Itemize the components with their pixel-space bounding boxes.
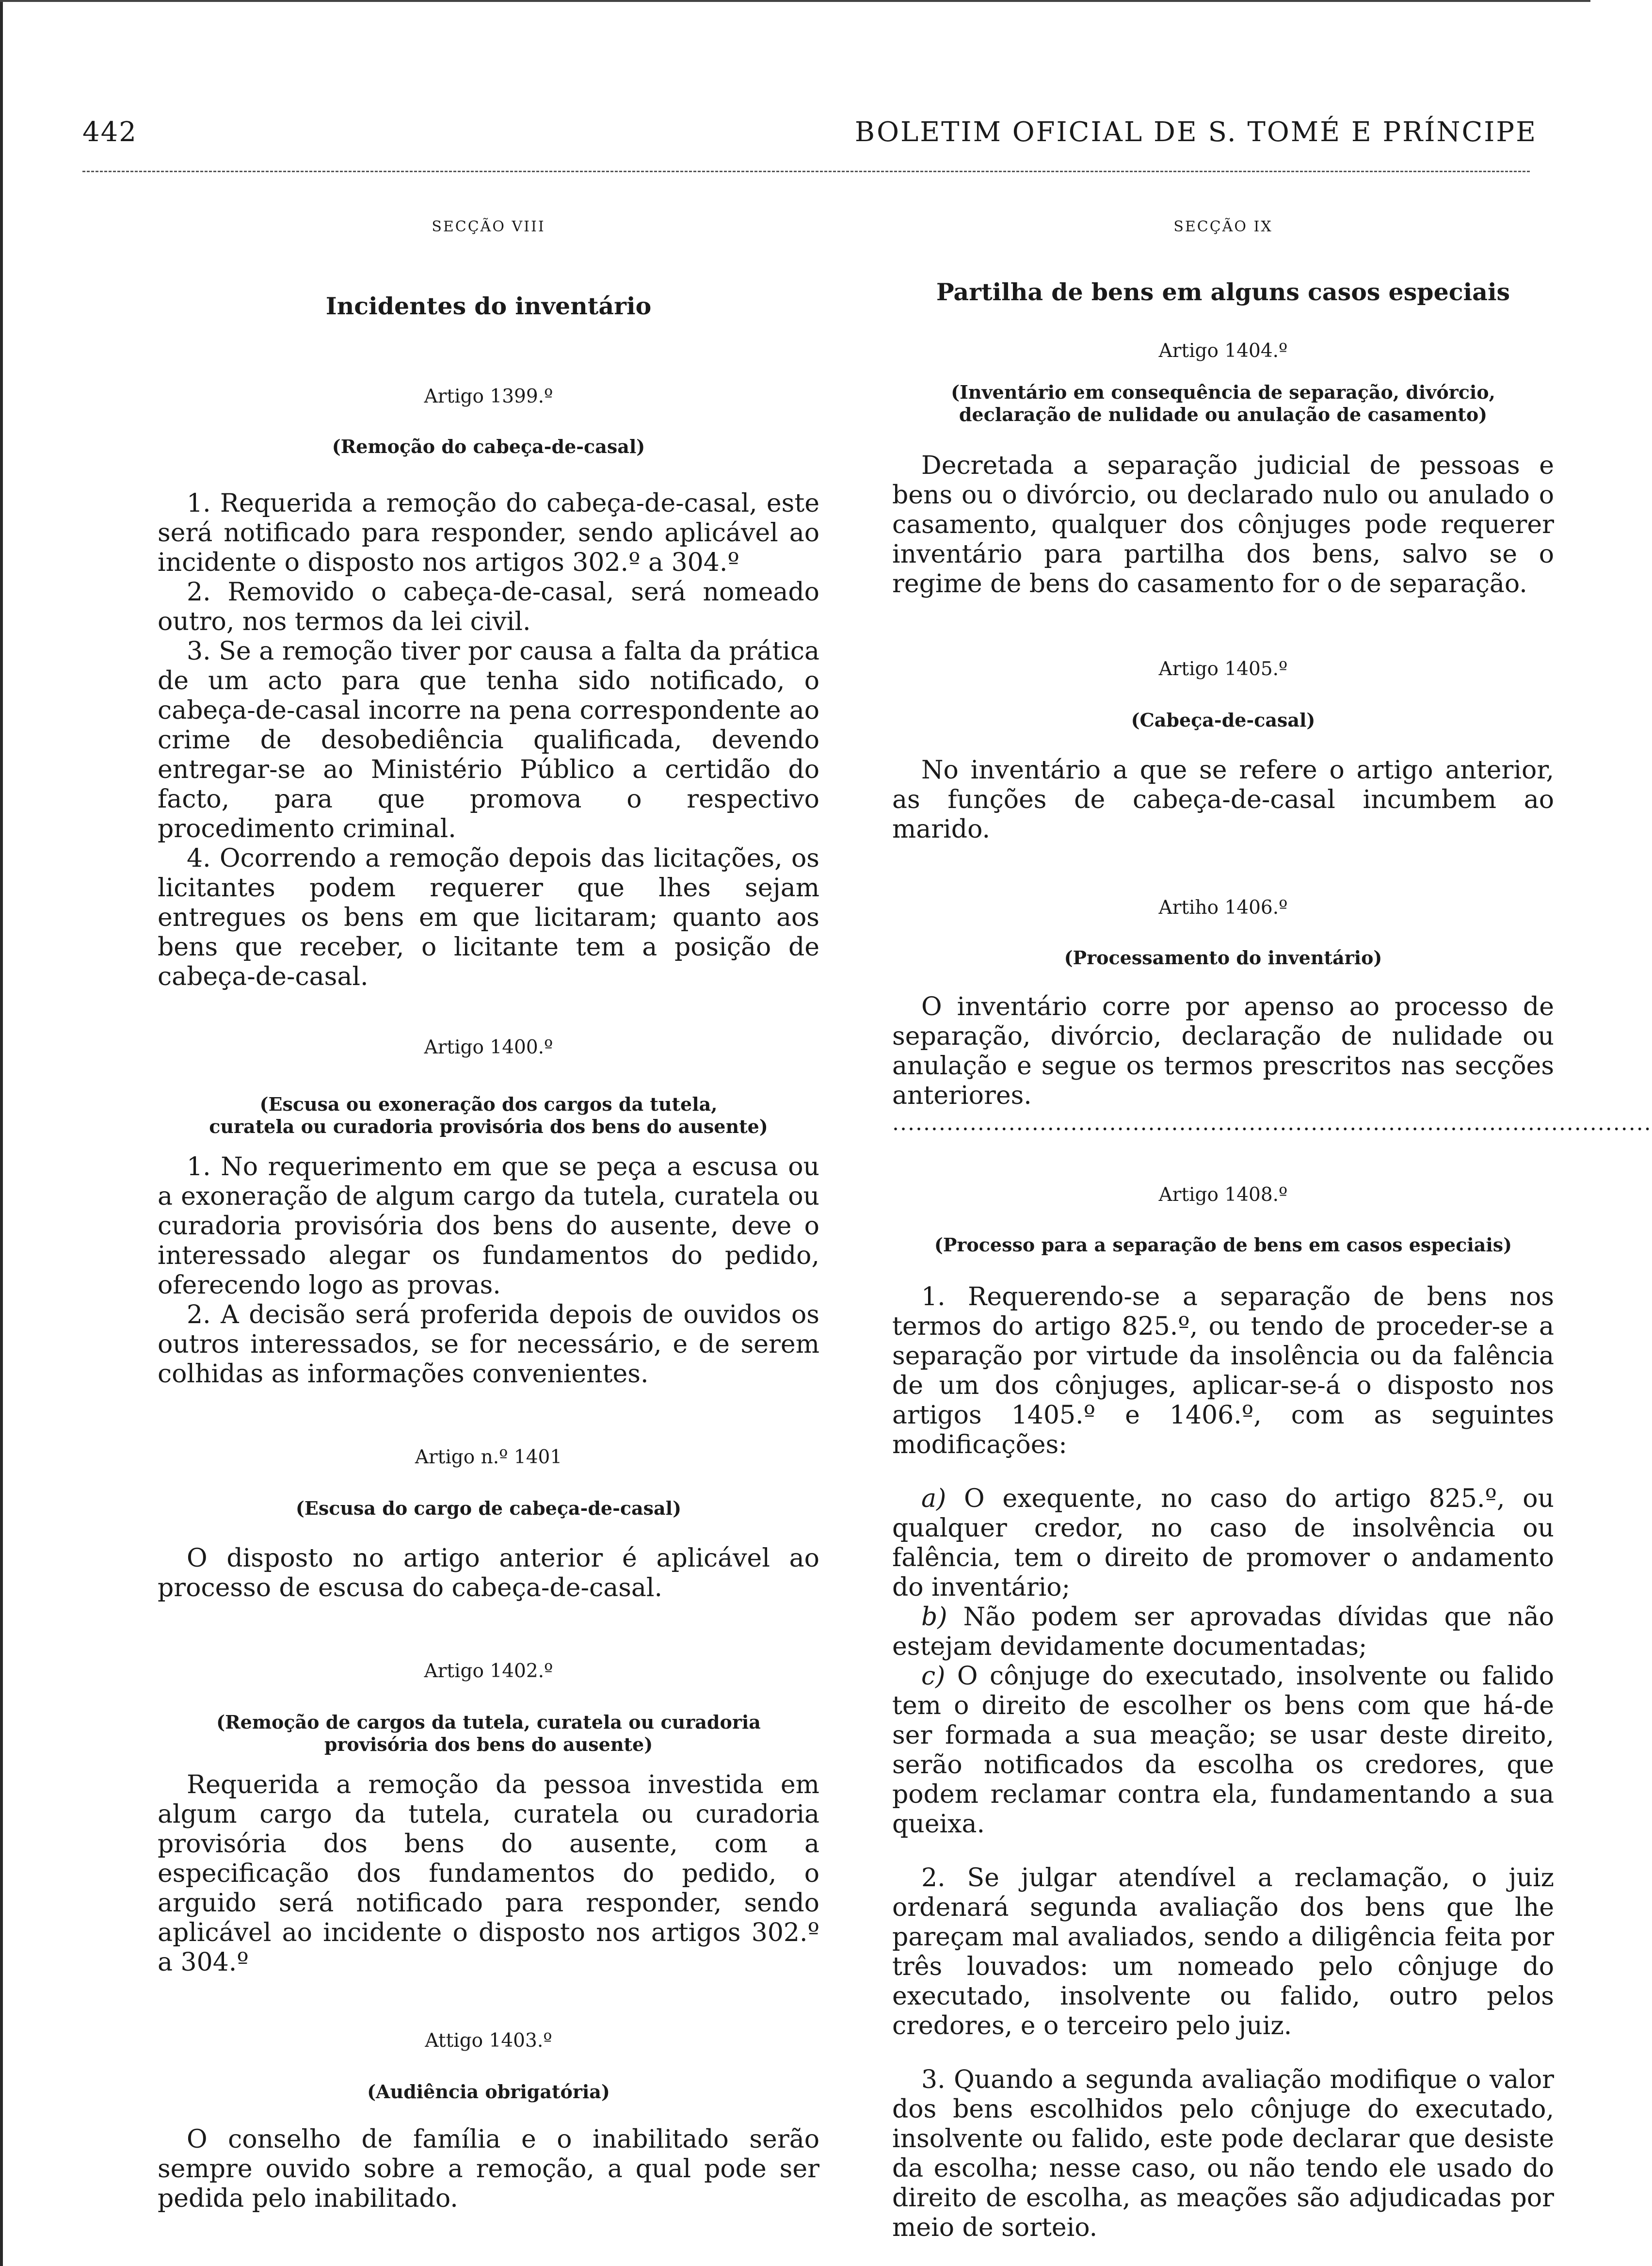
paragraph: 2. Se julgar atendível a reclamação, o juiz ordenará segunda avaliação dos bens que lhe pareçam mal avaliados, sendo a diligência feita por três louvados: um nomeado pelo cônjuge do executado, insolvente ou falido, outro pelos credores, e o terceiro pelo juiz.: [892, 1863, 1554, 2040]
paragraph: 3. Quando a segunda avaliação modifique o valor dos bens escolhidos pelo cônjuge do executado, insolvente ou falido, este pode declarar que desiste da escolha; nesse caso, ou não tendo ele usado do direito de escolha, as meações são adjudicadas por meio de sorteio.: [892, 2065, 1554, 2242]
article-heading-line: curatela ou curadoria provisória dos bens do ausente): [209, 1116, 768, 1137]
article-number: Artigo 1399.º: [424, 386, 553, 407]
article-heading: (Processo para a separação de bens em casos especiais): [934, 1234, 1512, 1256]
article-number: Artigo 1402.º: [424, 1660, 553, 1682]
paragraph: 3. Se a remoção tiver por causa a falta da prática de um acto para que tenha sido notificado, o cabeça-de-casal incorre na pena correspondente ao crime de desobediência qualificada, devendo entregar-se ao Ministério Público a certidão do facto, para que promova o respectivo procedimento criminal.: [158, 637, 819, 843]
article-heading-line: declaração de nulidade ou anulação de casamento): [959, 404, 1488, 425]
article-heading: [158, 1711, 819, 1756]
section-title: Partilha de bens em alguns casos especiais: [936, 278, 1510, 306]
article-heading: (Audiência obrigatória): [367, 2081, 610, 2103]
article-heading-line: provisória dos bens do ausente): [324, 1733, 653, 1755]
article-number: Artigo 1408.º: [1158, 1184, 1288, 1206]
article-heading: (Escusa do cargo de cabeça-de-casal): [295, 1497, 682, 1519]
omission-dots: ..................................................................................................: [892, 1111, 1652, 1135]
article-heading: [892, 381, 1554, 426]
article-number: Artiho 1406.º: [1158, 897, 1288, 919]
section-title: Incidentes do inventário: [325, 292, 652, 320]
article-heading-line: (Inventário em consequência de separação, divórcio,: [951, 381, 1495, 403]
journal-title: BOLETIM OFICIAL DE S. TOMÉ E PRÍNCIPE: [854, 116, 1537, 148]
paragraph: 1. Requerida a remoção do cabeça-de-casal, este será notificado para responder, sendo aplicável ao incidente o disposto nos artigos 302.º a 304.º: [158, 489, 819, 577]
scan-left-edge: [0, 0, 3, 2266]
list-item-text: O exequente, no caso do artigo 825.º, ou qualquer credor, no caso de insolvência ou falência, tem o direito de promover o andamento do inventário;: [892, 1484, 1555, 1602]
paragraph: O inventário corre por apenso ao processo de separação, divórcio, declaração de nulidade ou anulação e segue os termos prescritos nas secções anteriores.: [892, 992, 1554, 1110]
paragraph: 4. Ocorrendo a remoção depois das licitações, os licitantes podem requerer que lhes sejam entregues os bens em que licitaram; quanto aos bens que receber, o licitante tem a posição de cabeça-de-casal.: [158, 844, 819, 991]
paragraph: O conselho de família e o inabilitado serão sempre ouvido sobre a remoção, a qual pode ser pedida pelo inabilitado.: [158, 2125, 819, 2213]
scan-top-edge: [0, 0, 1590, 2]
article-heading: (Remoção do cabeça-de-casal): [332, 436, 645, 457]
paragraph: 2. Removido o cabeça-de-casal, será nomeado outro, nos termos da lei civil.: [158, 578, 819, 636]
paragraph: 1. No requerimento em que se peça a escusa ou a exoneração de algum cargo da tutela, curatela ou curadoria provisória dos bens do ausente, deve o interessado alegar os fundamentos do pedido, oferecendo logo as provas.: [158, 1152, 819, 1300]
page-header: [82, 116, 1537, 160]
paragraph: Decretada a separação judicial de pessoas e bens ou o divórcio, ou declarado nulo ou anulado o casamento, qualquer dos cônjuges pode requerer inventário para partilha dos bens, salvo se o regime de bens do casamento for o de separação.: [892, 451, 1554, 599]
list-item: [892, 1602, 1554, 1662]
paragraph: O disposto no artigo anterior é aplicável ao processo de escusa do cabeça-de-casal.: [158, 1544, 819, 1602]
list-item-text: O cônjuge do executado, insolvente ou falido tem o direito de escolher os bens com que há-de ser formada a sua meação; se usar deste direito, serão notificados da escolha os credores, que podem reclamar contra ela, fundamentando a sua queixa.: [892, 1662, 1555, 1839]
paragraph: 1. Requerendo-se a separação de bens nos termos do artigo 825.º, ou tendo de proceder-se a separação por virtude da insolência ou da falência de um dos cônjuges, aplicar-se-á o disposto nos artigos 1405.º e 1406.º, com as seguintes modificações:: [892, 1282, 1554, 1459]
article-heading: (Cabeça-de-casal): [1131, 709, 1315, 731]
list-item-label: a): [921, 1484, 946, 1513]
list-item-label: b): [921, 1602, 947, 1632]
list-item-label: c): [921, 1662, 946, 1691]
header-divider: [82, 171, 1530, 172]
article-number: Attigo 1403.º: [425, 2030, 552, 2052]
article-heading: [158, 1093, 819, 1138]
article-heading-line: (Escusa ou exoneração dos cargos da tutela,: [259, 1093, 718, 1115]
list-item: [892, 1484, 1554, 1602]
section-label: SECÇÃO VIII: [432, 218, 545, 235]
article-number: Artigo n.º 1401: [415, 1446, 562, 1468]
right-column: [892, 209, 1652, 2243]
article-number: Artigo 1404.º: [1158, 340, 1288, 362]
article-heading: (Processamento do inventário): [1064, 947, 1382, 969]
left-column: [158, 209, 819, 2214]
paragraph: 2. A decisão será proferida depois de ouvidos os outros interessados, se for necessário, e de serem colhidas as informações convenientes.: [158, 1300, 819, 1389]
list-item: [892, 1662, 1554, 1839]
page-number: 442: [82, 116, 137, 148]
paragraph: No inventário a que se refere o artigo anterior, as funções de cabeça-de-casal incumbem ao marido.: [892, 756, 1554, 844]
list-item-text: Não podem ser aprovadas dívidas que não estejam devidamente documentadas;: [892, 1602, 1554, 1661]
section-label: SECÇÃO IX: [1173, 218, 1273, 235]
article-heading-line: (Remoção de cargos da tutela, curatela ou curadoria: [216, 1711, 761, 1733]
article-number: Artigo 1405.º: [1158, 658, 1288, 680]
paragraph: Requerida a remoção da pessoa investida em algum cargo da tutela, curatela ou curadoria provisória dos bens do ausente, com a especificação dos fundamentos do pedido, o arguido será notificado para responder, sendo aplicável ao incidente o disposto nos artigos 302.º a 304.º: [158, 1770, 819, 1977]
article-number: Artigo 1400.º: [424, 1036, 553, 1058]
